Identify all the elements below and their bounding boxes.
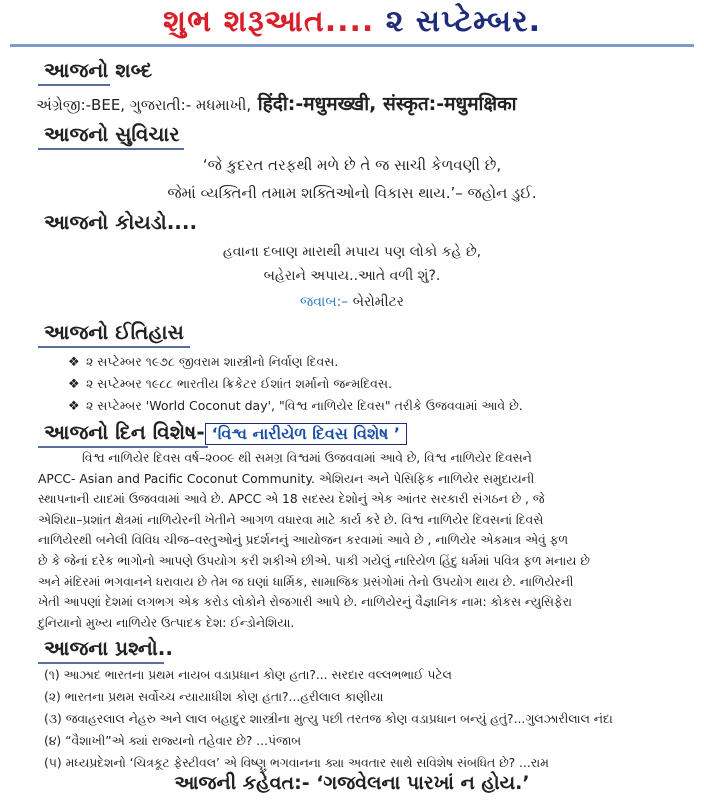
history-heading: આજનો ઈતિહાસ — [44, 320, 184, 344]
paragraph-line: સ્થાપનાની યાદમાં ઉજવવામાં આવે છે. APCC એ 18 સદસ્ય દેશોનું એક આંતર સરકારી સંગઠન છે , જે — [38, 492, 545, 507]
history-item — [68, 376, 392, 392]
question-item: (૧) આઝાદ ભારતના પ્રથમ નાયબ વડાપ્રધાન કોણ હતા?... સરદાર વલ્લભભાઈ પટેલ — [44, 668, 452, 682]
history-item-text: ૨ સપ્ટેમ્બર 'World Coconut day', "વિશ્વ નાળિયેર દિવસ" તરીકે ઉજવવામાં આવે છે. — [86, 398, 523, 413]
riddle-line-2: બહેરાને અપાય..આતે વળી શું?. — [263, 268, 441, 284]
questions-heading: આજના પ્રશ્નો.. — [44, 636, 173, 660]
paragraph-line: અને મંદિરમાં ભગવાનને ધરાવાય છે તેમ જ ઘણાં ધાર્મિક, સામાજિક પ્રસંગોમાં તેનો ઉપયોગ થાય છે. નાળિયેરની — [38, 574, 574, 589]
paragraph-line: નાળિયેરથી બનેલી વિવિધ ચીજ–વસ્તુઓનું પ્રદર્શનનું આયોજન કરવામાં આવે છે , નાળિયેર એકમાત્ર એવું ફળ — [38, 533, 568, 548]
word-line — [36, 90, 517, 116]
diamond-bullet-icon: ❖ — [68, 399, 80, 414]
title-divider — [10, 44, 694, 47]
question-item: (૫) મધ્યપ્રદેશનો ‘ચિત્રકૂટ ફેસ્ટીવલ’ એ વિષ્ણુ ભગવાનના ક્યા અવતાર સાથે સવિશેષ સંબધિત છે? ...રામ — [44, 756, 549, 770]
special-paragraph — [38, 448, 688, 633]
paragraph-line: APCC- Asian and Pacific Coconut Community. એશિયન અને પેસિફિક નાળિયેર સમુદાયની — [38, 471, 535, 486]
diamond-bullet-icon: ❖ — [68, 377, 80, 392]
answer-value: બેરોમીટર — [348, 294, 405, 310]
paragraph-line: એશિયા–પ્રશાંત ક્ષેત્રમાં નાળિયેરની ખેતીને આગળ વધારવા માટે કાર્ય કરે છે. વિશ્વ નાળિયેર દિવસનાં દિવસે — [38, 512, 544, 527]
history-item-text: ૨ સપ્ટેમ્બર ૧૯૭૮ જીવરામ શાસ્ત્રીનો નિર્વાણ દિવસ. — [86, 354, 339, 369]
page-title — [0, 4, 704, 39]
gujarati-label: ગુજરાતી:- — [125, 96, 192, 114]
history-item — [68, 354, 338, 370]
question-item: (૨) ભારતના પ્રથમ સર્વોચ્ચ ન્યાયાધીશ કોણ હતા?...હરીલાલ કાણીયા — [44, 690, 384, 704]
riddle-answer — [0, 294, 704, 310]
thought-line-2: જેમાં વ્યક્તિની તમામ શક્તિઓનો વિકાસ થાય.’– જહોન ડુઈ. — [167, 184, 537, 202]
sanskrit-label: संस्कृत:- — [376, 93, 445, 115]
thought-line-1: ‘જે કુદરત તરફથી મળે છે તે જ સાચી કેળવણી છે, — [202, 156, 502, 174]
title-date: ૨ સપ્ટેમ્બર. — [374, 4, 541, 39]
sanskrit-word: मधुमक्षिका — [444, 93, 517, 115]
riddle-heading: આજનો કોયડો.... — [44, 210, 198, 234]
answer-label: જવાબ:– — [299, 294, 349, 310]
english-label: અંગ્રેજી:- — [36, 96, 92, 114]
paragraph-line: ખેતી આપણાં દેશમાં લગભગ એક કરોડ લોકોને રોજગારી આપે છે. નાળિયેરનું વૈજ્ઞાનિક નામ: કોકસ ન્યુસિફેરા — [38, 595, 572, 610]
special-heading-label: આજનો દિન વિશેષ- — [44, 420, 205, 444]
history-item — [68, 398, 523, 414]
paragraph-line: વિશ્વ નાળિયેર દિવસ વર્ષ–૨૦૦૯ થી સમગ્ર વિશ્વમાં ઉજવવામાં આવે છે, વિશ્વ નાળિયેર દિવસને — [82, 451, 532, 465]
hindi-word: मधुमख्खी, — [303, 93, 377, 115]
diamond-bullet-icon: ❖ — [68, 355, 80, 370]
history-heading-underline — [38, 346, 190, 348]
history-item-text: ૨ સપ્ટેમ્બર ૧૯૮૮ ભારતીય ક્રિકેટર ઈશાંત શર્માનો જન્મદિવસ. — [86, 376, 392, 391]
question-item: (૩) જવાહરલાલ નેહરુ અને લાલ બહાદુર શાસ્ત્રીના મુત્યુ પછી તરતજ કોણ વડાપ્રધાન બન્યું હતું?...ગુલઝારીલાલ નંદા — [44, 712, 613, 726]
paragraph-line: છે કે જેનાં દરેક ભાગોનો આપણે ઉપયોગ કરી શકીએ છીએ. પાકી ગયેલું નારિયેળ હિંદુ ધર્મમાં પવિત્ર ફળ મનાય છે — [38, 553, 590, 568]
gujarati-word: મધમાખી, — [191, 96, 252, 114]
proverb-label: આજની કહેવત:- — [174, 772, 310, 794]
special-title-box: ‘વિશ્વ નારીયેળ દિવસ વિશેષ ’ — [205, 423, 407, 445]
paragraph-line: દુનિયાનો મુખ્ય નાળિયેર ઉત્પાદક દેશ: ઈન્ડોનેશિયા. — [38, 615, 295, 630]
english-word: BEE, — [91, 96, 126, 114]
proverb-text: ‘ગજવેલના પારખાં ન હોય.’ — [309, 772, 530, 794]
special-heading — [44, 420, 407, 445]
proverb — [0, 772, 704, 794]
question-item: (૪) “વૈશાખી”એ ક્યાં રાજ્યનો તહેવાર છે? ...પંજાબ — [44, 734, 302, 748]
riddle-line-1: હવાના દબાણ મારાથી મપાય પણ લોકો કહે છે, — [222, 244, 482, 260]
title-greeting: શુભ શરૂઆત.... — [163, 4, 375, 39]
word-heading: આજનો શબ્દ — [44, 58, 153, 82]
word-heading-underline — [38, 84, 110, 86]
hindi-label: हिंदी:- — [251, 93, 304, 115]
thought-heading: આજનો સુવિચાર — [44, 122, 180, 146]
questions-heading-underline — [38, 662, 164, 664]
thought-heading-underline — [38, 148, 184, 150]
